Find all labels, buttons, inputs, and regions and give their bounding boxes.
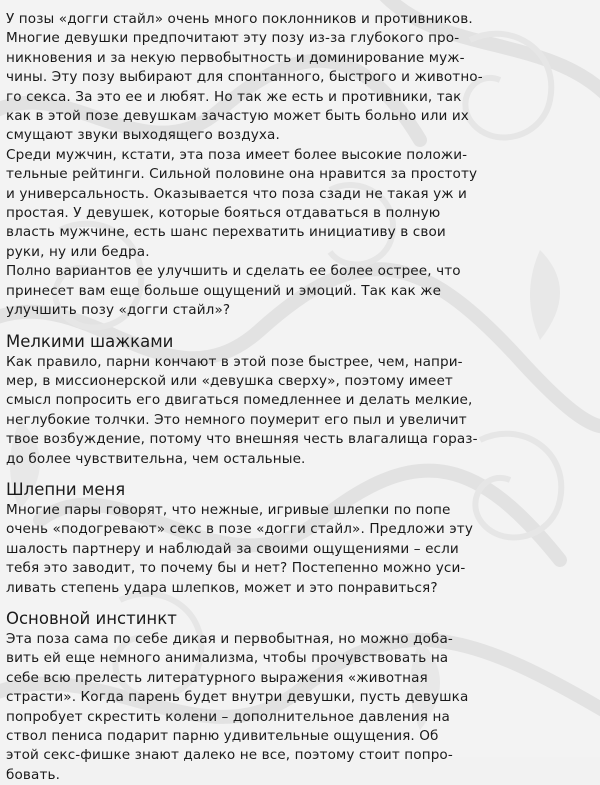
section-spank-me [6, 479, 586, 598]
intro-paragraph: Полно вариантов ее улучшить и сделать ее более острее, что принесет вам еще больше ощущений и эмоций. Так как же улучшить позу «догги стайл»? [6, 263, 461, 319]
section-text: Как правило, парни кончают в этой позе быстрее, чем, напри- мер, в миссионерской или «девушка сверху», поэтому имеет смысл попросить его двигаться помедленнее и делать мелкие, неглубокие толчки. Это немного поумерит его пыл и увеличит твое возбуждение, потому что внешняя честь влагалища гораз- до более чувствительна, чем остальные. [6, 353, 478, 467]
section-title: Шлепни меня [6, 479, 126, 499]
section-small-steps [6, 331, 586, 469]
section-title: Основной инстинкт [6, 608, 177, 628]
intro-paragraph: Среди мужчин, кстати, эта поза имеет более высокие положи- тельные рейтинги. Сильной половине она нравится за простоту и универсальность. Оказывается что поза сзади не такая уж и простая. У девушек, которые бояться отдаваться в полную власть мужчине, есть шанс перехватить инициативу в свои руки, ну или бедра. [6, 146, 478, 260]
intro-paragraph: У позы «догги стайл» очень много поклонников и противников. Многие девушки предпочитают эту позу из-за глубокого про- никновения и за некую первобытность и доминирование муж- чины. Эту позу выбирают для спонтанного, быстрого и животно- го секса. За это ее и любят. Но так же есть и противники, так как в этой позе девушкам зачастую может быть больно или их смущают звуки выходящего воздуха. [6, 11, 483, 144]
section-text: Эта поза сама по себе дикая и первобытная, но можно доба- вить ей еще немного анимализма, чтобы прочувствовать на себе всю прелесть литературного выражения «животная страсти». Когда парень будет внутри девушки, пусть девушка попробует скрестить колени – дополнительное давления на ствол пениса подарит парню удивительные ощущения. Об этой секс-фишке знают далеко не все, поэтому стоит попро- бовать. [6, 630, 469, 783]
intro [6, 10, 586, 321]
section-text: Многие пары говорят, что нежные, игривые шлепки по попе очень «подогревают» секс в позе «догги стайл». Предложи эту шалость партнеру и наблюдай за своими ощущениями – если тебя это заводит, то почему бы и нет? Постепенно можно уси- ливать степень удара шлепков, может и это понравиться? [6, 501, 473, 596]
section-title: Мелкими шажками [6, 331, 174, 351]
section-basic-instinct [6, 608, 586, 785]
